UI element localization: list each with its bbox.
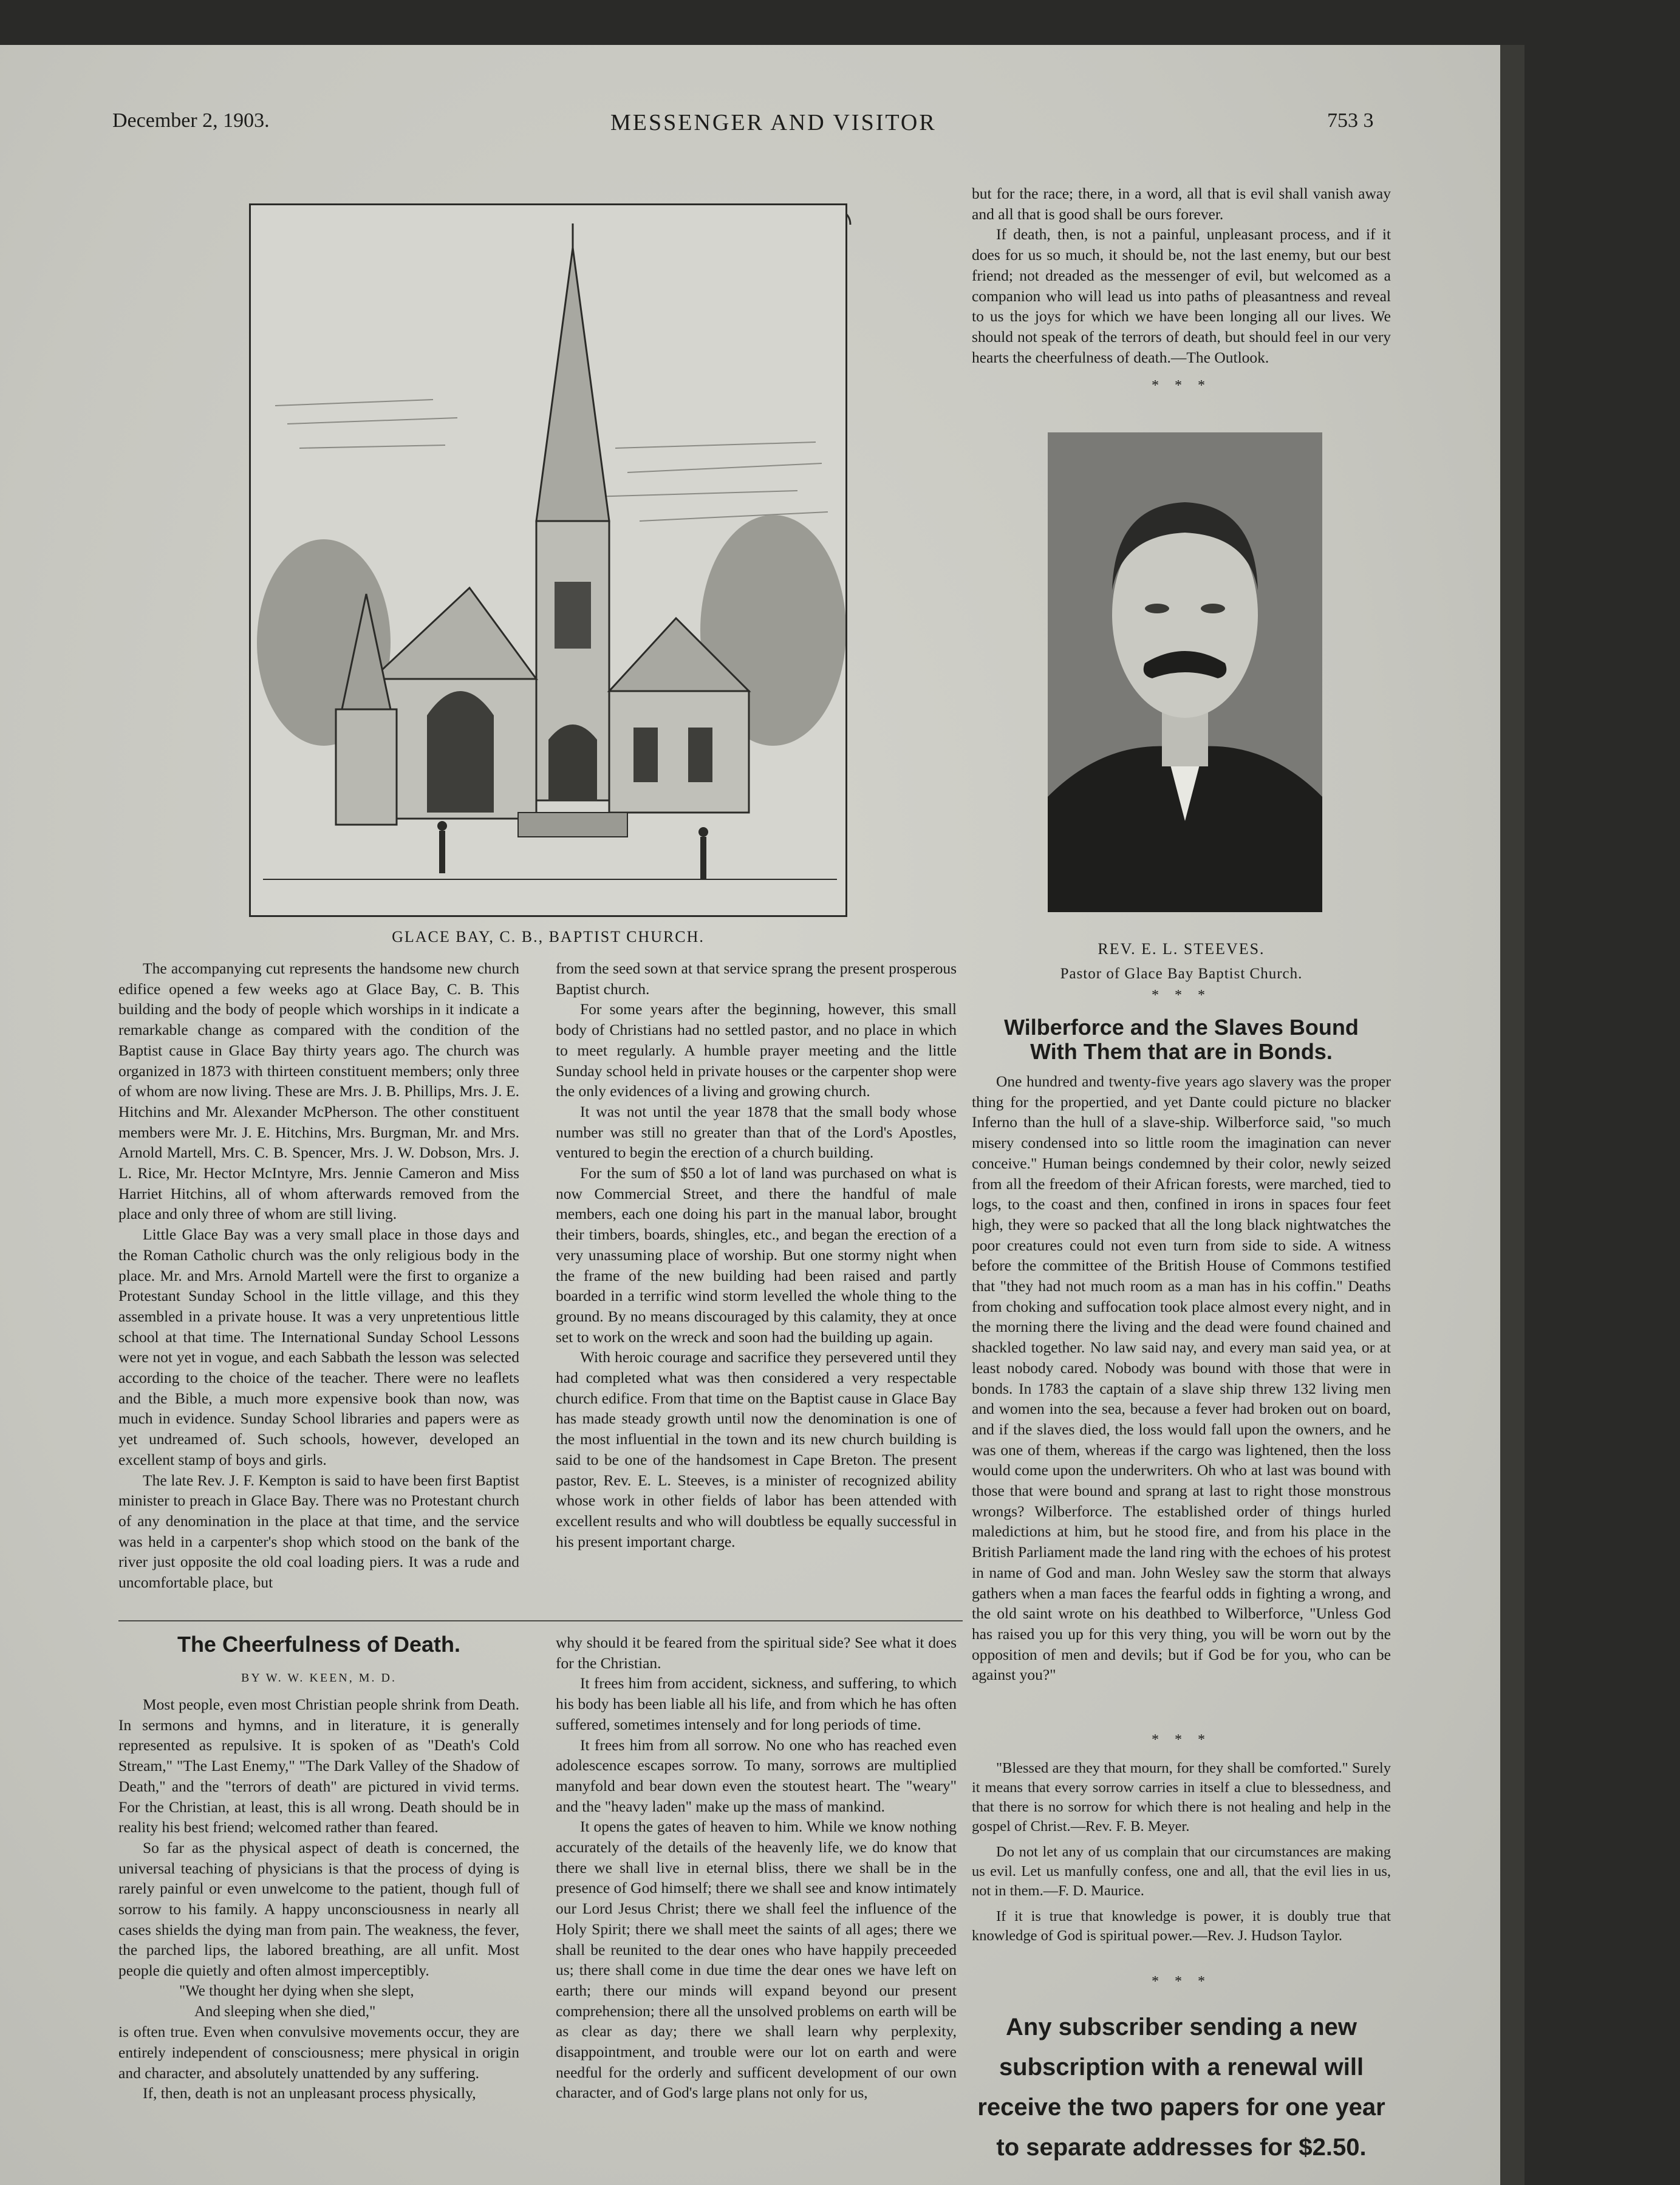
paragraph: It was not until the year 1878 that the small body whose number was still no greater than that of the Lord's Apostles, ventured to begin the erection of a church building. (556, 1102, 957, 1162)
cheerfulness-byline: BY W. W. KEEN, M. D. (241, 1671, 397, 1685)
page-number: 753 3 (1327, 109, 1374, 132)
portrait-drawing (1048, 432, 1322, 912)
paragraph: from the seed sown at that service sprang the present prosperous Baptist church. (556, 960, 957, 998)
cheerfulness-title: The Cheerfulness of Death. (177, 1632, 461, 1657)
quotes-column (972, 1759, 1391, 1946)
paragraph: So far as the physical aspect of death is concerned, the universal teaching of physicians is that the process of dying is rarely painful or even unwelcome to the patient, though full of sorrow to his family. A happy unconsciousness in nearly all cases shields the dying man from pain. The weakness, the fever, the parched lips, the labored breathing, are all unfit. Most people die quietly and often almost imperceptibly. (118, 1838, 519, 1980)
poem-line: "We thought her dying when she slept, (179, 1982, 414, 1999)
church-caption: GLACE BAY, C. B., BAPTIST CHURCH. (392, 928, 705, 946)
wilberforce-title-line-1: Wilberforce and the Slaves Bound (1004, 1015, 1359, 1040)
paragraph: It frees him from accident, sickness, and suffering, to which his body has been liable all his life, and from which he has often suffered, sometimes intensely and for long periods of time. (556, 1674, 957, 1733)
section-stars: * * * (1152, 1732, 1211, 1748)
paragraph: but for the race; there, in a word, all that is evil shall vanish away and all that is good shall be ours forever. (972, 185, 1391, 223)
paragraph: is often true. Even when convulsive movements occur, they are entirely independent of consciousness; mere physical in origin and character, and absolutely unattended by any suffering. (118, 2023, 519, 2082)
cheerfulness-column-1 (118, 1694, 519, 2104)
section-stars: * * * (1152, 1974, 1211, 1989)
paragraph: Little Glace Bay was a very small place in those days and the Roman Catholic church was the only religious body in the place. Mr. and Mrs. Arnold Martell were the first to organize a Protestant Sunday School in the little village, and this they assembled in a private house. It was a very unpretentious little school at that time. The International Sunday School Lessons were not yet in vogue, and each Sabbath the lesson was selected according to the choice of the teacher. There were no leaflets and the Bible, a much more expensive book than now, was much in evidence. Sunday School libraries and papers were as yet undreamed of. Such schools, however, developed an excellent stamp of boys and girls. (118, 1225, 519, 1468)
paragraph: It frees him from all sorrow. No one who has reached even adolescence escapes sorrow. To many, sorrows are multiplied manyfold and bear down even the stoutest heart. The "weary" and the "heavy laden" make up the mass of mankind. (556, 1736, 957, 1815)
portrait-subtitle: Pastor of Glace Bay Baptist Church. (1060, 966, 1303, 982)
paragraph: One hundred and twenty-five years ago slavery was the proper thing for the propertied, and yet Dante could picture no blacker Inferno than the hull of a slave-ship. Wilberforce said, "so much misery condensed into so little room the imagination can never conceive." Human beings condemned by their color, newly seized from all the freedom of their African forests, were marched, tied to logs, to the coast and then, confined in irons in spaces four feet high, they were so packed that all the long black nightwatches the poor creatures could not even turn from side to side. A witness before the committee of the British House of Commons testified that "they had not much room as a man has in his coffin." Deaths from choking and suffocation took place almost every night, and in the morning there the living and the dead were found chained and shackled together. No law said nay, and every man said yea, or at least nobody cared. Nobody was bound with those that were in bonds. In 1783 the captain of a slave ship threw 132 living men and women into the sea, because a fever had broken out on board, and if the slaves died, the loss would fall upon the owners, and he was one of them, whereas if the cargo was lightened, then the loss would come upon the underwriters. Oh who at last was bound with those that were bound and sprang at last to right those monstrous wrongs? Wilberforce. The established order of things hurled maledictions at him, but he stood fire, and from his place in the British Parliament made the land ring with the echoes of his protest in name of God and man. John Wesley saw the storm that always gathers when a man faces the fearful odds in fighting a wrong, and the old saint wrote on his deathbed to Wilberforce, "Unless God has raised you up for this very thing, you will be worn out by the opposition of men and devils; but if God be for you, who can be against you?" (972, 1072, 1391, 1684)
quote-meyer: "Blessed are they that mourn, for they shall be comforted." Surely it means that every sorrow carries in itself a clue to blessedness, and that there is no sorrow for which there is not healing and help in the gospel of Christ.—Rev. F. B. Meyer. (972, 1760, 1391, 1835)
church-article-column-1 (118, 958, 519, 1593)
portrait-photo (1048, 432, 1322, 912)
wilberforce-column (972, 1071, 1391, 1685)
quote-taylor: If it is true that knowledge is power, it is doubly true that knowledge of God is spiritual power.—Rev. J. Hudson Taylor. (972, 1908, 1391, 1944)
masthead-title: MESSENGER AND VISITOR (610, 110, 937, 135)
page-edge-shadow (1500, 45, 1525, 2185)
paragraph: If death, then, is not a painful, unpleasant process, and if it does for us so much, it should be, not the last enemy, but our best friend; not dreaded as the messenger of evil, but welcomed as a companion who will lead us into paths of pleasantness and reveal to us the joys for which we have been longing all our lives. We should not speak of the terrors of death, but should feel in our very hearts the cheerfulness of death.—The Outlook. (972, 225, 1391, 366)
issue-date: December 2, 1903. (112, 109, 270, 132)
paragraph: It opens the gates of heaven to him. While we know nothing accurately of the details of the heavenly life, we do know that there we shall live in eternal bliss, there we shall be in the presence of God himself; there we shall see and know intimately our Lord Jesus Christ; there we shall feel the influence of the Holy Spirit; there we shall meet the saints of all ages; there we shall be reunited to the dear ones who have happily preceeded us; there shall come in due time the dear ones we have left on earth; there our minds will expand beyond our present comprehension; there all the unsolved problems on earth will be as clear as day; there we shall learn why perplexity, disappointment, and trouble were our lot on earth and were needful for the orderly and sufficent development of our own character, and of God's large plans not only for us, (556, 1818, 957, 2102)
section-stars: * * * (1152, 987, 1211, 1003)
church-article-column-2 (556, 958, 957, 1552)
paragraph: Most people, even most Christian people shrink from Death. In sermons and hymns, and in literature, it is generally represented as repulsive. It is spoken of as "Death's Cold Stream," "The Last Enemy," "The Dark Valley of the Shadow of Death," and the "terrors of death" are pictured in vivid terms. For the Christian, at least, this is all wrong. Death should be in reality his best friend; welcomed rather than feared. (118, 1696, 519, 1836)
paragraph: For some years after the beginning, however, this small body of Christians had no settled pastor, and no place in which to meet regularly. A humble prayer meeting and the little Sunday school held in private houses or the carpenter shop were the only evidences of a living and growing church. (556, 1000, 957, 1100)
church-drawing (251, 205, 847, 917)
cheerfulness-column-2 (556, 1632, 957, 2103)
section-stars: * * * (1152, 378, 1211, 394)
paragraph: why should it be feared from the spiritual side? See what it does for the Christian. (556, 1634, 957, 1672)
cheerfulness-column-3 (972, 183, 1391, 367)
church-illustration (249, 203, 847, 917)
poem-line: And sleeping when she died," (194, 2003, 376, 2020)
portrait-name: REV. E. L. STEEVES. (1098, 940, 1265, 958)
section-divider (118, 1620, 963, 1621)
paragraph: If, then, death is not an unpleasant process physically, (143, 2084, 476, 2102)
quote-maurice: Do not let any of us complain that our circumstances are making us evil. Let us manfully confess, one and all, that the evil lies in us, not in them.—F. D. Maurice. (972, 1844, 1391, 1899)
paragraph: The accompanying cut represents the handsome new church edifice opened a few weeks ago at Glace Bay, C. B. This building and the body of people which worships in it indicate a remarkable change as compared with the condition of the Baptist cause in Glace Bay thirty years ago. The church was organized in 1873 with thirteen constituent members; only three of whom are now living. These are Mrs. J. B. Phillips, Mrs. J. E. Hitchins and Mr. Alexander McPherson. The other constituent members were Mr. J. E. Hitchins, Mrs. Burgman, Mr. and Mrs. Arnold Martell, Mrs. C. B. Spencer, Mrs. J. W. Dobson, Mrs. J. L. Rice, Mr. Hector McIntyre, Mrs. Jennie Cameron and Miss Harriet Hitchins, all of whom afterwards removed from the place and only three of whom are still living. (118, 960, 519, 1223)
wilberforce-title-line-2: With Them that are in Bonds. (1030, 1039, 1333, 1064)
paragraph: For the sum of $50 a lot of land was purchased on what is now Commercial Street, and there the handful of male members, each one doing his part in the manual labor, brought their timbers, boards, shingles, etc., and began the erection of a very unassuming place of worship. But one stormy night when the frame of the new building had been raised and partly boarded in a terrific wind storm levelled the whole thing to the ground. By no means discouraged by this calamity, they at once set to work on the wreck and soon had the building up again. (556, 1164, 957, 1346)
subscription-notice: Any subscriber sending a new subscription with a renewal will receive the two papers for one year to separate addresses for $2.50. (977, 2014, 1385, 2161)
paragraph: With heroic courage and sacrifice they persevered until they had completed what was then considered a very respectable church edifice. From that time on the Baptist cause in Glace Bay has made steady growth until now the denomination is one of the most influential in the town and its new church building is said to be one of the handsomest in Cape Breton. The present pastor, Rev. E. L. Steeves, is a minister of recognized ability whose work in other fields of labor has been attended with excellent results and who will doubtless be equally successful in his present important charge. (556, 1348, 957, 1550)
paragraph: The late Rev. J. F. Kempton is said to have been first Baptist minister to preach in Glace Bay. There was no Protestant church of any denomination in the place at that time, and the service was held in a carpenter's shop which stood on the bank of the river just opposite the old coal loading piers. It was a rude and uncomfortable place, but (118, 1471, 519, 1592)
